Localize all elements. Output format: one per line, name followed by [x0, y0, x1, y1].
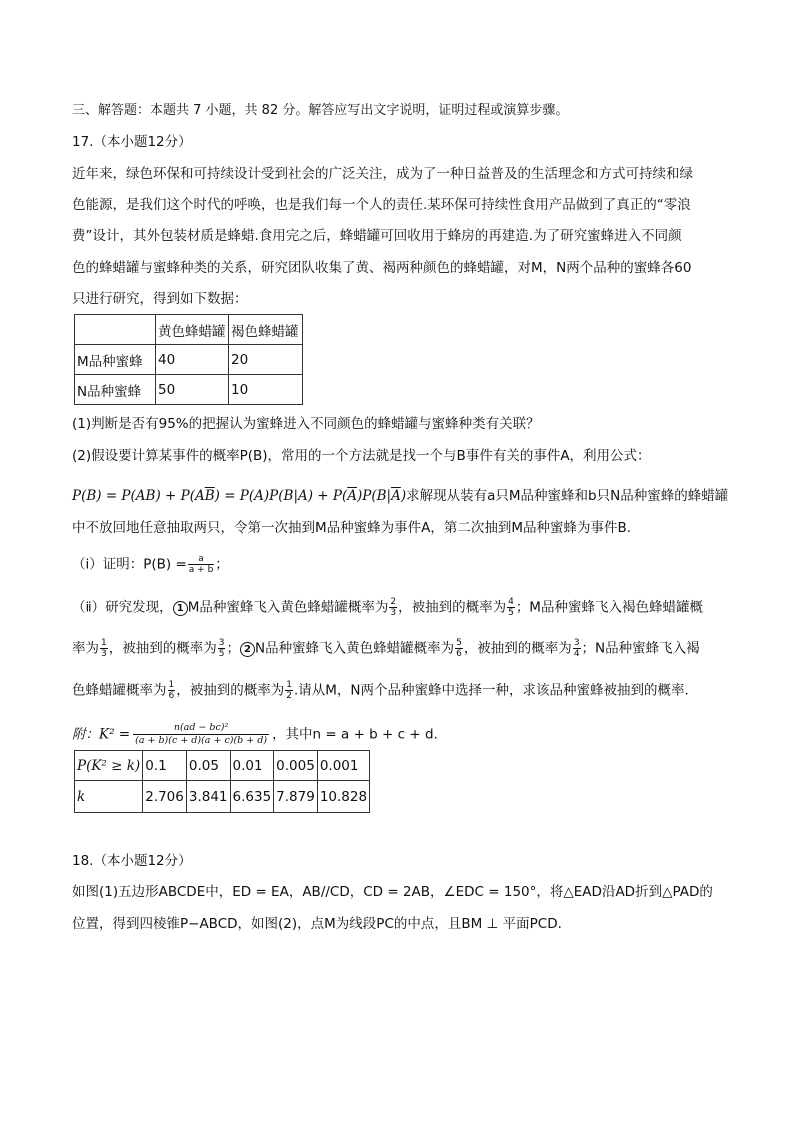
table-cell: 0.05: [186, 751, 230, 781]
fraction: [285, 680, 293, 701]
table-cell: 0.001: [317, 751, 369, 781]
fraction: [100, 638, 108, 659]
appendix-label: 附：K² =: [72, 726, 131, 743]
table-cell: 10.828: [317, 781, 369, 813]
circled-number-2: 2: [240, 642, 255, 657]
text-span: M品种蜜蜂飞入黄色蜂蜡罐概率为: [187, 599, 389, 616]
table-cell: 7.879: [274, 781, 318, 813]
table-row: [75, 375, 303, 405]
fraction-numerator: n(ad − bc)²: [133, 722, 269, 735]
q17-paragraph-line-1: 近年来，绿色环保和可持续设计受到社会的广泛关注，成为了一种日益普及的生活理念和方式可持续和绿: [72, 166, 693, 182]
fraction: [455, 638, 463, 659]
fraction-numerator: 5: [456, 638, 462, 648]
circled-number-1: 1: [173, 601, 188, 616]
q17-paragraph-line-5: 只进行研究，得到如下数据：: [72, 291, 248, 307]
text-span: ；: [226, 640, 240, 657]
q17-appendix-formula: [72, 722, 732, 747]
table-cell: k: [75, 781, 143, 813]
text-span: ，被抽到的概率为: [176, 682, 285, 699]
table-cell: 0.1: [143, 751, 187, 781]
critical-value-table: [74, 750, 370, 813]
q17-sub-ii-line-2: [72, 638, 732, 659]
fraction: [389, 597, 397, 618]
text-span: ，被抽到的概率为: [108, 640, 217, 657]
text-span: ，被抽到的概率为: [398, 599, 507, 616]
fraction-denominator: 5: [218, 649, 225, 659]
sub-i-label: （ⅰ）证明：P(B) =: [72, 556, 187, 573]
row-label-m: M品种蜜蜂: [75, 345, 156, 375]
fraction-denominator: a + b: [188, 565, 214, 575]
fraction-denominator: 6: [168, 691, 175, 701]
fraction-denominator: 2: [286, 691, 292, 701]
text-span: ，被抽到的概率为: [463, 640, 572, 657]
table-cell: 0.005: [274, 751, 318, 781]
q17-part-2-intro: (2)假设要计算某事件的概率P(B)，常用的一个方法就是找一个与B事件有关的事件A，利用公式：: [72, 448, 651, 464]
fraction: [218, 638, 226, 659]
table-cell: 3.841: [186, 781, 230, 813]
text-span: （ⅱ）研究发现，: [72, 599, 173, 616]
appendix-tail: ，其中n = a + b + c + d.: [272, 726, 438, 743]
fraction: [168, 680, 176, 701]
text-span: N品种蜜蜂飞入黄色蜂蜡罐概率为: [254, 640, 455, 657]
table-cell: 40: [156, 345, 229, 375]
fraction-denominator: (a + b)(c + d)(a + c)(b + d): [135, 735, 268, 746]
table-cell: 0.01: [230, 751, 274, 781]
text-span: ；M品种蜜蜂飞入褐色蜂蜡罐概: [515, 599, 703, 616]
q17-paragraph-line-2: 色能源，是我们这个时代的呼唤，也是我们每一个人的责任.某环保可持续性食用产品做到了真正的“零浪: [72, 197, 691, 213]
fraction: [573, 638, 581, 659]
fraction-numerator: 1: [101, 638, 107, 648]
chi-square-fraction: [133, 722, 269, 747]
table-cell: 6.635: [230, 781, 274, 813]
table-header-yellow: 黄色蜂蜡罐: [156, 315, 229, 345]
row-label-n: N品种蜜蜂: [75, 375, 156, 405]
table-cell: [75, 315, 156, 345]
q17-paragraph-line-3: 费”设计，其外包装材质是蜂蜡.食用完之后，蜂蜡罐可回收用于蜂房的再建造.为了研究蜜蜂进入不同颜: [72, 228, 682, 244]
text-span: 率为: [72, 640, 99, 657]
formula-trailing-text: 求解现从装有a只M品种蜜蜂和b只N品种蜜蜂的蜂蜡罐: [406, 488, 729, 504]
table-cell: 2.706: [143, 781, 187, 813]
fraction-denominator: 3: [101, 649, 107, 659]
q18-line-2: 位置，得到四棱锥P−ABCD，如图(2)，点M为线段PC的中点，且BM ⊥ 平面PCD.: [72, 916, 562, 932]
q17-sub-i: （ⅰ）证明：P(B) = $\frac{a}{a + b}$ ；: [72, 554, 229, 575]
q17-paragraph-line-4: 色的蜂蜡罐与蜜蜂种类的关系，研究团队收集了黄、褐两种颜色的蜂蜡罐，对M，N两个品种的蜜蜂各60: [72, 260, 692, 276]
fraction-numerator: a: [188, 554, 215, 565]
table-row: [75, 345, 303, 375]
fraction-numerator: 3: [218, 638, 225, 648]
table-header-brown: 褐色蜂蜡罐: [229, 315, 303, 345]
text-span: ；N品种蜜蜂飞入褐: [581, 640, 700, 657]
table-cell: 50: [156, 375, 229, 405]
q17-part-1: (1)判断是否有95%的把握认为蜜蜂进入不同颜色的蜂蜡罐与蜜蜂种类有关联？: [72, 416, 540, 432]
fraction-denominator: 6: [456, 649, 462, 659]
fraction-numerator: 2: [390, 597, 397, 607]
fraction-denominator: 5: [508, 608, 514, 618]
q18-line-1: 如图(1)五边形ABCDE中，ED = EA，AB//CD，CD = 2AB，∠EDC = 150°，将△EAD沿AD折到△PAD的: [72, 884, 713, 900]
q18-header: 18.（本小题12分）: [72, 853, 192, 869]
fraction: [507, 597, 515, 618]
text-span: 色蜂蜡罐概率为: [72, 682, 167, 699]
table-row: [75, 751, 370, 781]
fraction-numerator: 4: [508, 597, 514, 607]
q17-total-probability-formula: $P(B) = P(AB) + P(A\overline{B}) = P(A)P(B|A) + P(\overline{A})P(B|\overline{A})$求解现从装有a只M品种蜜蜂和b只N品种蜜蜂的蜂蜡罐: [72, 488, 729, 504]
q17-sub-ii-line-1: [72, 597, 732, 618]
q17-header: 17.（本小题12分）: [72, 134, 192, 150]
fraction-numerator: 3: [573, 638, 580, 648]
table-row: [75, 315, 303, 345]
fraction-denominator: 3: [390, 608, 397, 618]
table-cell: P(K² ≥ k): [75, 751, 143, 781]
fraction-numerator: 1: [286, 680, 292, 690]
fraction-numerator: 1: [168, 680, 175, 690]
table-cell: 10: [229, 375, 303, 405]
fraction-denominator: 4: [573, 649, 580, 659]
bee-data-table: [74, 314, 303, 405]
q17-sub-ii-line-3: [72, 680, 732, 701]
table-cell: 20: [229, 345, 303, 375]
q17-part-2-line-2: 中不放回地任意抽取两只，令第一次抽到M品种蜜蜂为事件A，第二次抽到M品种蜜蜂为事件B.: [72, 520, 632, 536]
section-heading: 三、解答题：本题共 7 小题，共 82 分。解答应写出文字说明，证明过程或演算步骤。: [72, 103, 569, 118]
text-span: .请从M，N两个品种蜜蜂中选择一种，求该品种蜜蜂被抽到的概率.: [293, 682, 689, 699]
table-row: [75, 781, 370, 813]
